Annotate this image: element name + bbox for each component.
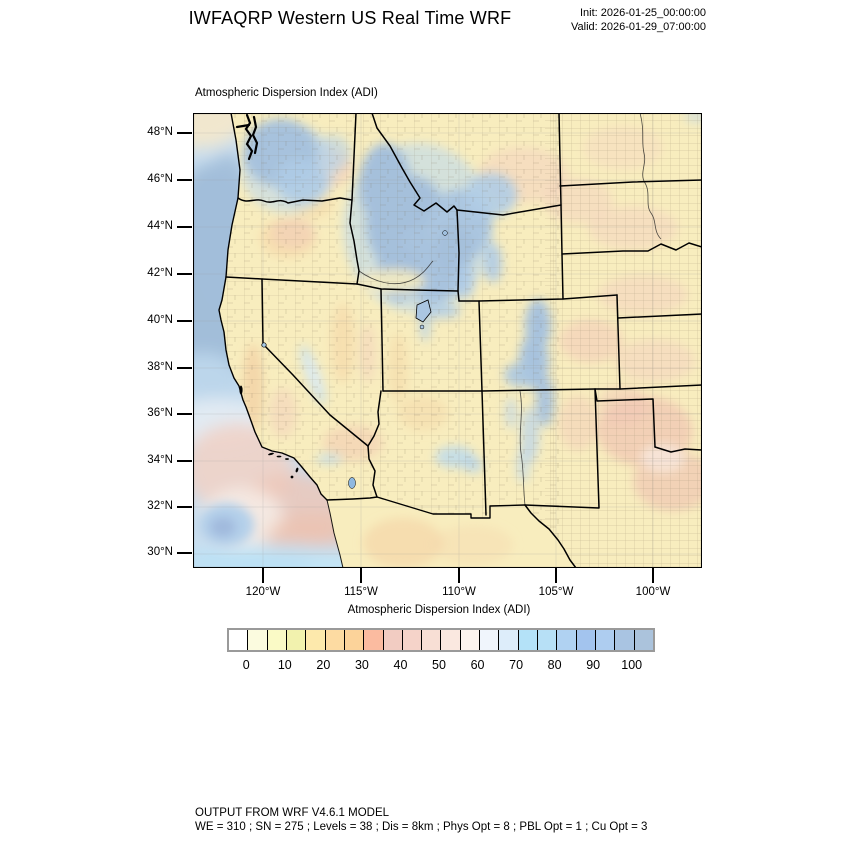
colorbar-tick-label: 0 <box>242 658 250 672</box>
colorbar-cell <box>383 630 402 650</box>
colorbar-tick-label: 30 <box>354 658 369 672</box>
model-info-line2: WE = 310 ; SN = 275 ; Levels = 38 ; Dis = 8km ; Phys Opt = 8 ; PBL Opt = 1 ; Cu Opt = 3 <box>195 820 648 833</box>
colorbar-cell <box>556 630 575 650</box>
lat-tick <box>177 179 192 180</box>
colorbar-cell <box>402 630 421 650</box>
colorbar-tick-label: 100 <box>621 658 643 672</box>
colorbar-cell <box>229 630 247 650</box>
lon-tick <box>262 568 263 583</box>
colorbar-tick-label: 80 <box>547 658 562 672</box>
lon-tick-label: 100°W <box>635 586 671 598</box>
colorbar-tick-label: 70 <box>509 658 524 672</box>
lat-tick-label: 36°N <box>147 407 173 419</box>
lat-tick-label: 32°N <box>147 500 173 512</box>
lat-tick-label: 42°N <box>147 267 173 279</box>
lat-tick-label: 30°N <box>147 546 173 558</box>
lon-tick-label: 115°W <box>344 586 378 598</box>
lon-tick <box>555 568 556 583</box>
lon-tick-label: 110°W <box>442 586 476 598</box>
lat-tick <box>177 460 192 461</box>
lat-tick <box>177 552 192 553</box>
model-info-line1: OUTPUT FROM WRF V4.6.1 MODEL <box>195 807 390 819</box>
colorbar-cell <box>498 630 517 650</box>
lon-tick <box>652 568 653 583</box>
lat-tick <box>177 273 192 274</box>
run-timestamps <box>571 7 706 34</box>
lat-tick <box>177 367 192 368</box>
map-subtitle: Atmospheric Dispersion Index (ADI) <box>195 87 378 99</box>
lon-tick <box>458 568 459 583</box>
colorbar-cell <box>576 630 595 650</box>
lat-tick <box>177 506 192 507</box>
lat-tick-label: 38°N <box>147 361 173 373</box>
colorbar <box>227 628 655 652</box>
colorbar-cell <box>305 630 324 650</box>
valid-time: Valid: 2026-01-29_07:00:00 <box>571 20 706 33</box>
lon-tick-label: 120°W <box>245 586 281 598</box>
colorbar-title: Atmospheric Dispersion Index (ADI) <box>347 604 531 616</box>
colorbar-cell <box>325 630 344 650</box>
lat-tick-label: 40°N <box>147 314 173 326</box>
lat-tick-label: 48°N <box>147 126 173 138</box>
map-panel <box>193 113 702 568</box>
page-title: IWFAQRP Western US Real Time WRF <box>188 8 512 28</box>
colorbar-cell <box>421 630 440 650</box>
colorbar-tick-label: 50 <box>432 658 446 672</box>
colorbar-cell <box>440 630 459 650</box>
colorbar-cell <box>537 630 556 650</box>
lon-tick <box>360 568 361 583</box>
colorbar-tick-label: 20 <box>316 658 331 672</box>
colorbar-cell <box>614 630 633 650</box>
colorbar-tick-label: 60 <box>470 658 485 672</box>
colorbar-cell <box>460 630 479 650</box>
lat-tick <box>177 226 192 227</box>
colorbar-cell <box>595 630 614 650</box>
lat-tick <box>177 132 192 133</box>
lat-tick-label: 34°N <box>147 454 173 466</box>
lat-tick <box>177 320 192 321</box>
lat-tick-label: 46°N <box>147 173 173 185</box>
colorbar-tick-label: 10 <box>277 658 292 672</box>
colorbar-cell <box>363 630 382 650</box>
colorbar-tick-label: 90 <box>586 658 601 672</box>
init-time: Init: 2026-01-25_00:00:00 <box>580 7 706 19</box>
model-info <box>195 807 647 834</box>
colorbar-tick-label: 40 <box>393 658 408 672</box>
lat-tick <box>177 413 192 414</box>
colorbar-cell <box>344 630 363 650</box>
colorbar-cell <box>247 630 266 650</box>
colorbar-cell <box>286 630 305 650</box>
colorbar-cell <box>518 630 537 650</box>
colorbar-cell <box>267 630 286 650</box>
lon-tick-label: 105°W <box>538 586 574 598</box>
colorbar-cell <box>634 630 653 650</box>
colorbar-cell <box>479 630 498 650</box>
lat-tick-label: 44°N <box>147 220 173 232</box>
map-canvas <box>193 113 702 568</box>
